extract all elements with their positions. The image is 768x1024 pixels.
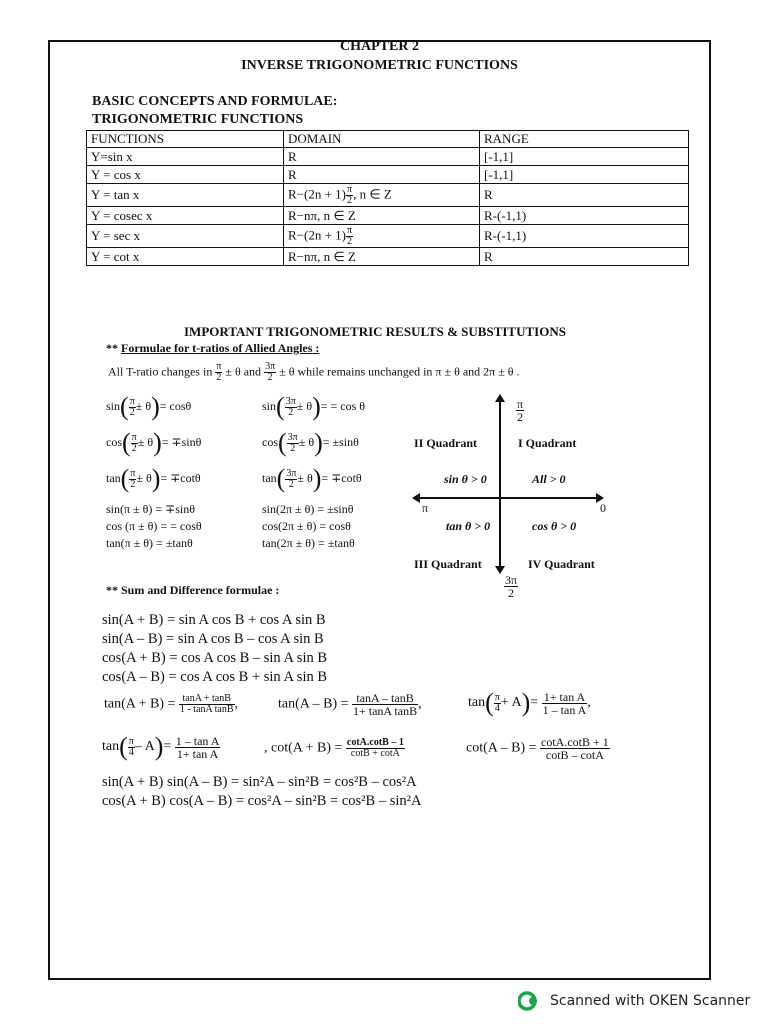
fraction-numerator: π bbox=[347, 183, 353, 195]
tan-sum-formula bbox=[104, 694, 238, 715]
down-arrow-icon bbox=[495, 566, 505, 574]
fraction-denominator: 2 bbox=[267, 372, 273, 383]
pm-theta: ± θ bbox=[297, 470, 313, 485]
formula-line: cos(A + B) = cos A cos B – sin A sin B bbox=[102, 650, 328, 666]
chapter-label: CHAPTER 2 bbox=[340, 39, 419, 54]
func-name: tan bbox=[468, 695, 486, 711]
fraction-denominator: 2 bbox=[131, 442, 137, 454]
func-name: tan bbox=[106, 470, 121, 485]
fraction-denominator: 4 bbox=[494, 702, 500, 714]
table-cell: Y = sec x bbox=[87, 225, 284, 248]
table-cell: [-1,1] bbox=[480, 166, 689, 184]
table-cell: R−nπ, n ∈ Z bbox=[284, 207, 480, 225]
formula-sin-3pi2: sin( $\frac{3\pi}{2}$ ± θ)= = cos θ bbox=[262, 392, 366, 421]
separator: , bbox=[234, 696, 239, 712]
quadrant-3-label: III Quadrant bbox=[414, 557, 482, 571]
fraction-denominator: 1+ tan A bbox=[176, 746, 219, 761]
fraction-numerator: 3π bbox=[285, 395, 296, 407]
fraction-denominator: 2 bbox=[508, 586, 515, 600]
quadrant-bottom-label bbox=[504, 574, 518, 599]
fraction-numerator: cotA.cotB – 1 bbox=[346, 737, 404, 748]
table-cell: R bbox=[480, 184, 689, 207]
allied-note bbox=[108, 362, 520, 383]
tan-pi4-minus-fraction bbox=[175, 735, 221, 760]
separator: , bbox=[587, 695, 591, 711]
scanner-text: Scanned with OKEN Scanner bbox=[550, 993, 751, 1009]
fraction-numerator: 1 – tan A bbox=[175, 733, 220, 748]
formula-line: tan(π ± θ) = ±tanθ bbox=[106, 536, 193, 550]
domain-text: R−(2n + 1) bbox=[288, 185, 346, 201]
formula-line: cos(2π ± θ) = cosθ bbox=[262, 519, 351, 533]
formula-result: = ∓cotθ bbox=[160, 470, 201, 485]
functions-table bbox=[86, 130, 689, 266]
formula-lhs: , cot(A + B) = bbox=[264, 740, 343, 756]
table-cell: [-1,1] bbox=[480, 148, 689, 166]
table-header-row bbox=[87, 131, 689, 148]
table-row bbox=[87, 166, 689, 184]
pm-theta: ± θ bbox=[298, 434, 315, 449]
note-text: ± θ bbox=[225, 364, 241, 379]
table-row bbox=[87, 225, 689, 248]
tan-pi4-plus-formula: tan( $\frac{\pi}{4}$ + A)= $\frac{\text{1+ tan A}}{\text{1 – tan A}}$ , bbox=[468, 688, 591, 717]
fraction-numerator: π bbox=[130, 467, 136, 479]
table-cell bbox=[284, 184, 480, 207]
trig-functions-heading: TRIGONOMETRIC FUNCTIONS bbox=[92, 112, 304, 127]
tan-pi4-minus-formula: tan( $\frac{\pi}{4}$ – A)= $\frac{\text{1 – tan A}}{\text{1+ tan A}}$ bbox=[102, 732, 220, 761]
sum-difference-heading: ** Sum and Difference formulae : bbox=[106, 583, 280, 597]
pm-theta: ± θ bbox=[135, 398, 152, 413]
quadrant-4-sign: cos θ > 0 bbox=[532, 519, 577, 533]
up-arrow-icon bbox=[495, 394, 505, 402]
quadrant-2-label: II Quadrant bbox=[414, 436, 478, 450]
domain-text: , n ∈ Z bbox=[353, 185, 392, 201]
column-header: FUNCTIONS bbox=[87, 131, 284, 148]
fraction-numerator: π bbox=[129, 395, 135, 407]
formula-tan-3pi2: tan( $\frac{3\pi}{2}$ ± θ)= ∓cotθ bbox=[262, 464, 362, 493]
pi-over-4-fraction bbox=[128, 737, 135, 758]
fraction-denominator: 2 bbox=[347, 235, 353, 247]
table-cell: R-(-1,1) bbox=[480, 207, 689, 225]
func-name: sin bbox=[106, 398, 121, 413]
fraction-numerator: 3π bbox=[287, 431, 298, 443]
quadrant-top-label bbox=[516, 398, 524, 423]
table-cell bbox=[284, 225, 480, 248]
quadrant-right-label: 0 bbox=[600, 501, 606, 515]
formula-sin-pi2: sin( $\frac{\pi}{2}$ ± θ)= cosθ bbox=[106, 392, 192, 421]
cot-sum-formula bbox=[264, 738, 405, 759]
pi-over-4-fraction bbox=[494, 693, 501, 714]
column-header: DOMAIN bbox=[284, 131, 480, 148]
product-formula-cos: cos(A + B) cos(A – B) = cos²A – sin²B = cos²B – sin²A bbox=[102, 793, 422, 809]
func-name: tan bbox=[102, 739, 120, 755]
fraction-numerator: tanA + tanB bbox=[179, 694, 235, 705]
table-row bbox=[87, 248, 689, 266]
scanner-watermark bbox=[518, 991, 750, 1011]
formula-line: sin(π ± θ) = ∓sinθ bbox=[106, 502, 195, 516]
fraction-numerator: π bbox=[347, 224, 353, 236]
formula-line: sin(2π ± θ) = ±sinθ bbox=[262, 502, 354, 516]
formula-result: = ±sinθ bbox=[322, 434, 359, 449]
formula-tan-pi2: tan( $\frac{\pi}{2}$ ± θ)= ∓cotθ bbox=[106, 464, 201, 493]
angle-term: – A bbox=[134, 739, 155, 755]
fraction-denominator: 2 bbox=[130, 478, 136, 490]
table-cell: R bbox=[284, 148, 480, 166]
heading-text: Formulae for t-ratios of Allied Angles : bbox=[121, 341, 320, 355]
three-pi-over-2-fraction bbox=[285, 397, 297, 418]
table-cell: R−nπ, n ∈ Z bbox=[284, 248, 480, 266]
fraction-numerator: cotA.cotB + 1 bbox=[541, 735, 609, 749]
fraction-numerator: tanA – tanB bbox=[352, 692, 418, 705]
column-header: RANGE bbox=[480, 131, 689, 148]
fraction-numerator: 3π bbox=[505, 573, 518, 587]
pm-theta: ± θ bbox=[296, 398, 313, 413]
pi-over-2-fraction bbox=[129, 397, 136, 418]
pi-over-2-fraction bbox=[131, 433, 138, 454]
formula-lhs: tan(A – B) = bbox=[278, 696, 349, 712]
quadrant-left-label: π bbox=[422, 501, 429, 515]
domain-text: R−(2n + 1) bbox=[288, 226, 346, 242]
fraction-numerator: π bbox=[131, 431, 137, 443]
results-heading: IMPORTANT TRIGONOMETRIC RESULTS & SUBSTITUTIONS bbox=[184, 324, 566, 339]
quadrant-4-label: IV Quadrant bbox=[528, 557, 595, 571]
fraction-denominator: 1+ tanA tanB bbox=[353, 704, 418, 718]
quadrant-1-sign: All > 0 bbox=[532, 472, 566, 486]
angle-term: + A bbox=[500, 695, 522, 711]
fraction-denominator: 2 bbox=[129, 406, 135, 418]
three-pi-over-2-fraction bbox=[285, 469, 297, 490]
fraction-numerator: π bbox=[494, 691, 500, 703]
func-name: cos bbox=[106, 434, 122, 449]
basic-concepts-heading: BASIC CONCEPTS AND FORMULAE: bbox=[92, 94, 338, 109]
func-name: sin bbox=[262, 398, 277, 413]
fraction-numerator: π bbox=[216, 361, 222, 372]
formula-lhs: tan(A + B) = bbox=[104, 696, 176, 712]
pm-theta: ± θ bbox=[136, 470, 152, 485]
pi-over-2-fraction bbox=[215, 362, 222, 383]
fraction-denominator: 2 bbox=[288, 406, 294, 418]
table-cell: R-(-1,1) bbox=[480, 225, 689, 248]
formula-cos-3pi2: cos( $\frac{3\pi}{2}$ ± θ)= ±sinθ bbox=[262, 428, 359, 457]
cot-diff-formula bbox=[466, 736, 610, 761]
fraction-denominator: 4 bbox=[128, 746, 134, 758]
left-arrow-icon bbox=[412, 493, 420, 503]
table-cell: Y = cosec x bbox=[87, 207, 284, 225]
formula-lhs: cot(A – B) = bbox=[466, 740, 537, 756]
fraction-denominator: 1 – tan A bbox=[542, 702, 587, 717]
func-name: tan bbox=[262, 470, 277, 485]
tan-diff-formula bbox=[278, 692, 422, 717]
formula-result: = = cos θ bbox=[320, 398, 366, 413]
cot-sum-fraction bbox=[346, 738, 405, 759]
quadrant-2-sign: sin θ > 0 bbox=[444, 472, 487, 486]
fraction-denominator: 2 bbox=[290, 442, 296, 454]
product-formula-sin: sin(A + B) sin(A – B) = sin²A – sin²B = cos²B – cos²A bbox=[102, 774, 417, 790]
table-cell: Y = cos x bbox=[87, 166, 284, 184]
fraction-numerator: π bbox=[517, 397, 524, 411]
table-row bbox=[87, 148, 689, 166]
three-pi-over-2-fraction bbox=[264, 362, 276, 383]
cot-diff-fraction bbox=[540, 736, 610, 761]
x-axis bbox=[418, 497, 598, 499]
oken-logo-icon bbox=[518, 991, 540, 1011]
logo-dot bbox=[529, 997, 537, 1005]
fraction-denominator: 2 bbox=[288, 478, 294, 490]
document-page bbox=[48, 40, 711, 980]
table-cell: Y=sin x bbox=[87, 148, 284, 166]
pi-over-2-fraction bbox=[346, 226, 353, 247]
note-text: and bbox=[243, 364, 262, 379]
tan-pi4-plus-fraction bbox=[542, 691, 588, 716]
fraction-numerator: 1+ tan A bbox=[542, 691, 588, 704]
tan-diff-fraction bbox=[352, 692, 418, 717]
fraction-denominator: 2 bbox=[347, 194, 353, 206]
note-text: ± θ bbox=[279, 364, 295, 379]
fraction-denominator: 1 - tanA tanB bbox=[179, 704, 234, 715]
allied-angles-heading bbox=[106, 341, 319, 356]
formula-result: = ∓cotθ bbox=[321, 470, 362, 485]
three-pi-over-2-fraction bbox=[504, 574, 518, 599]
separator: , bbox=[418, 696, 422, 712]
pi-over-2-fraction bbox=[346, 185, 353, 206]
fraction-denominator: 2 bbox=[216, 372, 222, 383]
fraction-denominator: cotB + cotA bbox=[350, 748, 400, 759]
func-name: cos bbox=[262, 434, 278, 449]
formula-line: tan(2π ± θ) = ±tanθ bbox=[262, 536, 355, 550]
formula-line: sin(A – B) = sin A cos B – cos A sin B bbox=[102, 631, 324, 647]
formula-result: = cosθ bbox=[159, 398, 192, 413]
table-cell: Y = cot x bbox=[87, 248, 284, 266]
formula-result: = ∓sinθ bbox=[161, 434, 202, 449]
pi-over-2-fraction bbox=[516, 398, 524, 423]
y-axis bbox=[499, 400, 501, 568]
table-row bbox=[87, 184, 689, 207]
table-cell: R bbox=[480, 248, 689, 266]
table-row bbox=[87, 207, 689, 225]
heading-prefix: ** bbox=[106, 341, 121, 355]
note-text: All T-ratio changes in bbox=[108, 364, 213, 379]
fraction-denominator: 2 bbox=[517, 410, 524, 424]
table-cell: Y = tan x bbox=[87, 184, 284, 207]
formula-cos-pi2: cos( $\frac{\pi}{2}$ ± θ)= ∓sinθ bbox=[106, 428, 202, 457]
fraction-numerator: 3π bbox=[265, 361, 276, 372]
pm-theta: ± θ bbox=[137, 434, 154, 449]
table-cell: R bbox=[284, 166, 480, 184]
formula-line: cos(A – B) = cos A cos B + sin A sin B bbox=[102, 669, 328, 685]
fraction-numerator: π bbox=[128, 735, 134, 747]
fraction-denominator: cotB – cotA bbox=[545, 748, 604, 762]
quadrant-1-label: I Quadrant bbox=[518, 436, 577, 450]
fraction-numerator: 3π bbox=[286, 467, 297, 479]
tan-sum-fraction bbox=[179, 694, 235, 715]
three-pi-over-2-fraction bbox=[287, 433, 299, 454]
chapter-title: INVERSE TRIGONOMETRIC FUNCTIONS bbox=[241, 58, 518, 73]
formula-line: cos (π ± θ) = = cosθ bbox=[106, 519, 202, 533]
formula-line: sin(A + B) = sin A cos B + cos A sin B bbox=[102, 612, 326, 628]
quadrant-3-sign: tan θ > 0 bbox=[446, 519, 491, 533]
note-text: while remains unchanged in π ± θ and 2π ± θ . bbox=[297, 364, 520, 379]
